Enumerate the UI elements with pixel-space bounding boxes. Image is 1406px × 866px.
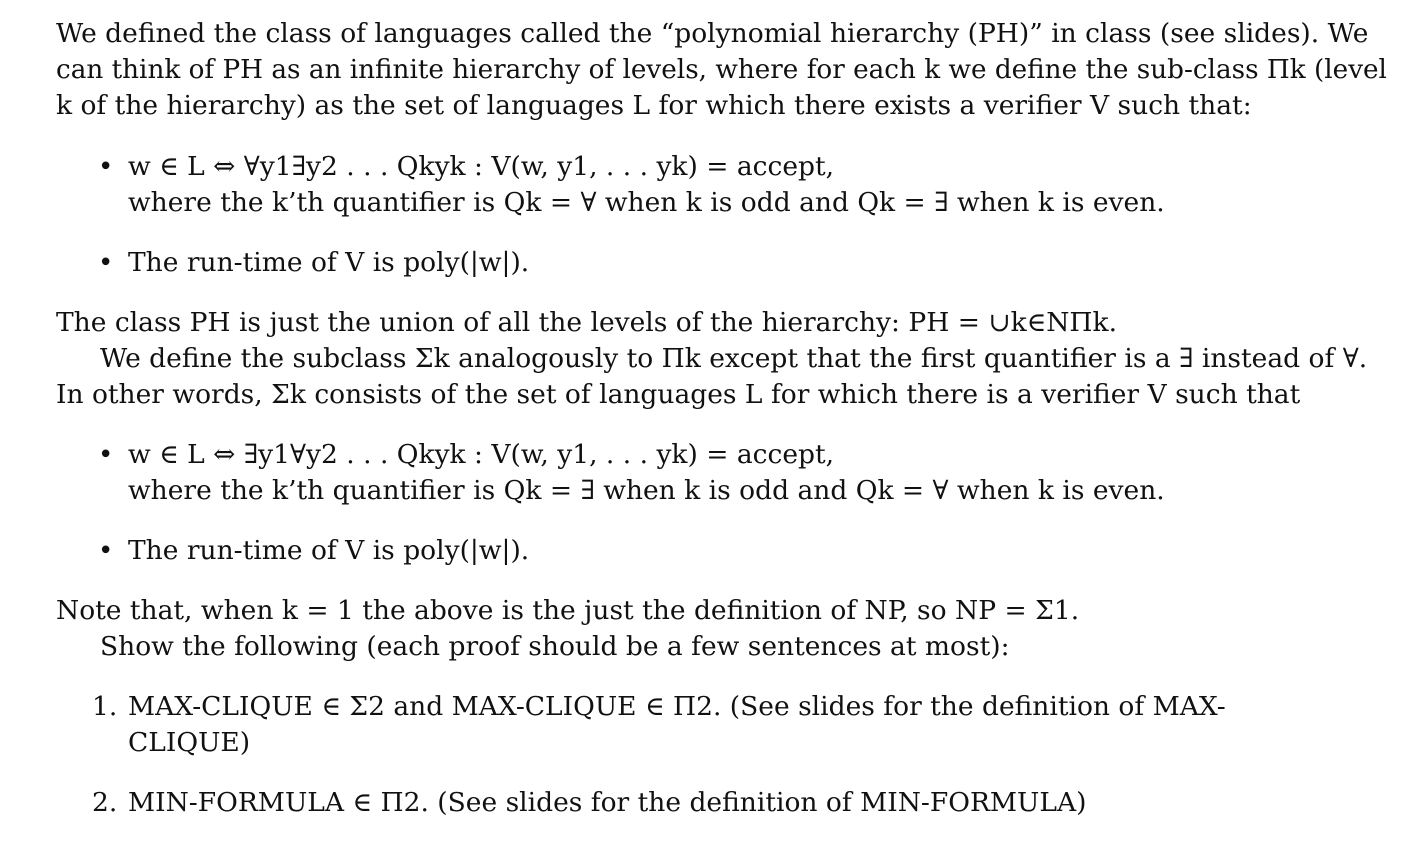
pi-condition: w ∈ L ⇔ ∀y1∃y2 . . . Qkyk : V(w, y1, . . . yk) = accept, — [128, 151, 835, 182]
task-2-line-1: MIN-FORMULA ∈ Π2. (See slides for the definition of MIN-FORMULA) — [128, 787, 1087, 818]
bullet-dot: • — [98, 440, 114, 470]
sigma-runtime: The run-time of V is poly(|w|). — [128, 535, 530, 566]
sigma-condition: w ∈ L ⇔ ∃y1∀y2 . . . Qkyk : V(w, y1, . . . yk) = accept, — [128, 439, 835, 470]
pi-quantifier-note: where the k’th quantifier is Qk = ∀ when k is odd and Qk = ∃ when k is even. — [128, 187, 1165, 218]
pi-runtime: The run-time of V is poly(|w|). — [128, 247, 530, 278]
sigma-def-line-2: In other words, Σk consists of the set of languages L for which there is a verifier V such that — [56, 379, 1301, 410]
sigma-def-line-1: We define the subclass Σk analogously to Πk except that the first quantifier is a ∃ instead of ∀. — [100, 343, 1368, 374]
task-number: 2. — [92, 787, 118, 818]
task-1-line-2: CLIQUE) — [128, 727, 251, 758]
sigma-quantifier-note: where the k’th quantifier is Qk = ∃ when k is odd and Qk = ∀ when k is even. — [128, 475, 1165, 506]
bullet-dot: • — [98, 536, 114, 566]
task-number: 1. — [92, 691, 118, 722]
show-instruction: Show the following (each proof should be a few sentences at most): — [100, 631, 1010, 662]
np-note: Note that, when k = 1 the above is the just the definition of NP, so NP = Σ1. — [56, 595, 1080, 626]
intro-line-3: k of the hierarchy) as the set of languages L for which there exists a verifier V such that: — [56, 90, 1252, 121]
task-1-line-1: MAX-CLIQUE ∈ Σ2 and MAX-CLIQUE ∈ Π2. (See slides for the definition of MAX- — [128, 691, 1226, 722]
intro-line-2: can think of PH as an infinite hierarchy of levels, where for each k we define the sub-class Πk (level — [56, 55, 1387, 85]
union-statement: The class PH is just the union of all the levels of the hierarchy: PH = ∪k∈NΠk. — [56, 307, 1118, 338]
intro-line-1: We defined the class of languages called the “polynomial hierarchy (PH)” in class (see slides). We — [56, 18, 1369, 49]
bullet-dot: • — [98, 152, 114, 182]
bullet-dot: • — [98, 248, 114, 278]
